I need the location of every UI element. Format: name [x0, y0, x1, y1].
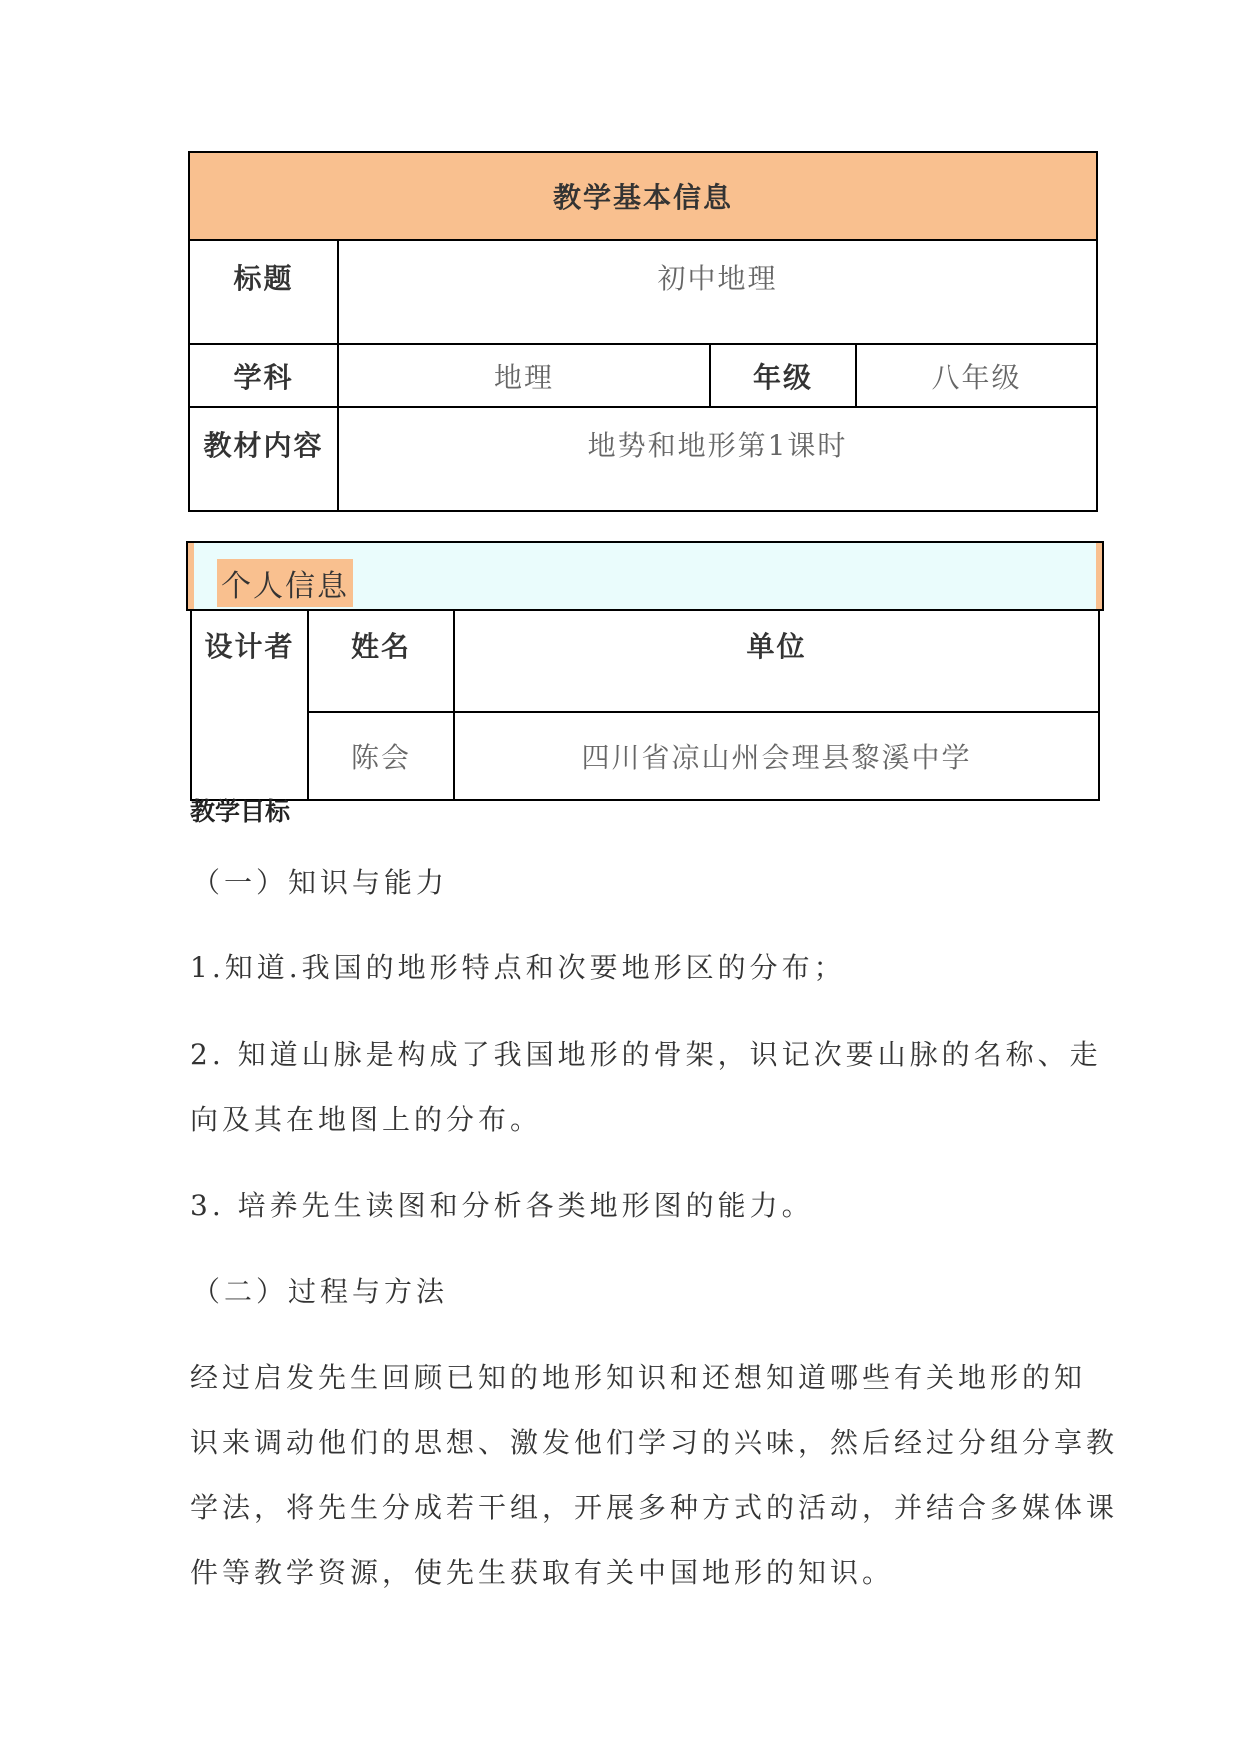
basic-info-header: 教学基本信息	[189, 152, 1097, 240]
designer-label: 设计者	[191, 610, 308, 800]
grade-value: 八年级	[856, 344, 1097, 407]
process-paragraph-line-2: 识来调动他们的思想、激发他们学习的兴味，然后经过分组分享教	[190, 1426, 1119, 1459]
name-value: 陈会	[308, 712, 454, 800]
process-paragraph-line-1: 经过启发先生回顾已知的地形知识和还想知道哪些有关地形的知	[190, 1361, 1087, 1394]
objectives-title: 教学目标	[190, 797, 291, 826]
unit-value: 四川省凉山州会理县黎溪中学	[454, 712, 1099, 800]
objective-item-1: 1.知道.我国的地形特点和次要地形区的分布；	[190, 951, 846, 984]
name-label: 姓名	[308, 610, 454, 712]
title-label: 标题	[189, 240, 338, 344]
subject-label: 学科	[189, 344, 338, 407]
section-process-heading: （二）过程与方法	[192, 1275, 449, 1308]
content-value: 地势和地形第1课时	[338, 407, 1097, 511]
content-label: 教材内容	[189, 407, 338, 511]
title-value: 初中地理	[338, 240, 1097, 344]
unit-label: 单位	[454, 610, 1099, 712]
grade-label: 年级	[710, 344, 856, 407]
objective-item-3: 3. 培养先生读图和分析各类地形图的能力。	[190, 1189, 814, 1222]
basic-info-table	[188, 151, 1098, 512]
process-paragraph-line-4: 件等教学资源，使先生获取有关中国地形的知识。	[190, 1556, 895, 1589]
personal-info-table	[188, 541, 1102, 801]
personal-info-header: 个人信息	[217, 559, 353, 607]
personal-info-header-cell	[191, 542, 1099, 610]
objective-item-2-line-2: 向及其在地图上的分布。	[190, 1103, 543, 1136]
subject-value: 地理	[338, 344, 710, 407]
section-knowledge-heading: （一）知识与能力	[192, 866, 449, 899]
objective-item-2-line-1: 2. 知道山脉是构成了我国地形的骨架，识记次要山脉的名称、走	[190, 1038, 1102, 1071]
process-paragraph-line-3: 学法，将先生分成若干组，开展多种方式的活动，并结合多媒体课	[190, 1491, 1119, 1524]
